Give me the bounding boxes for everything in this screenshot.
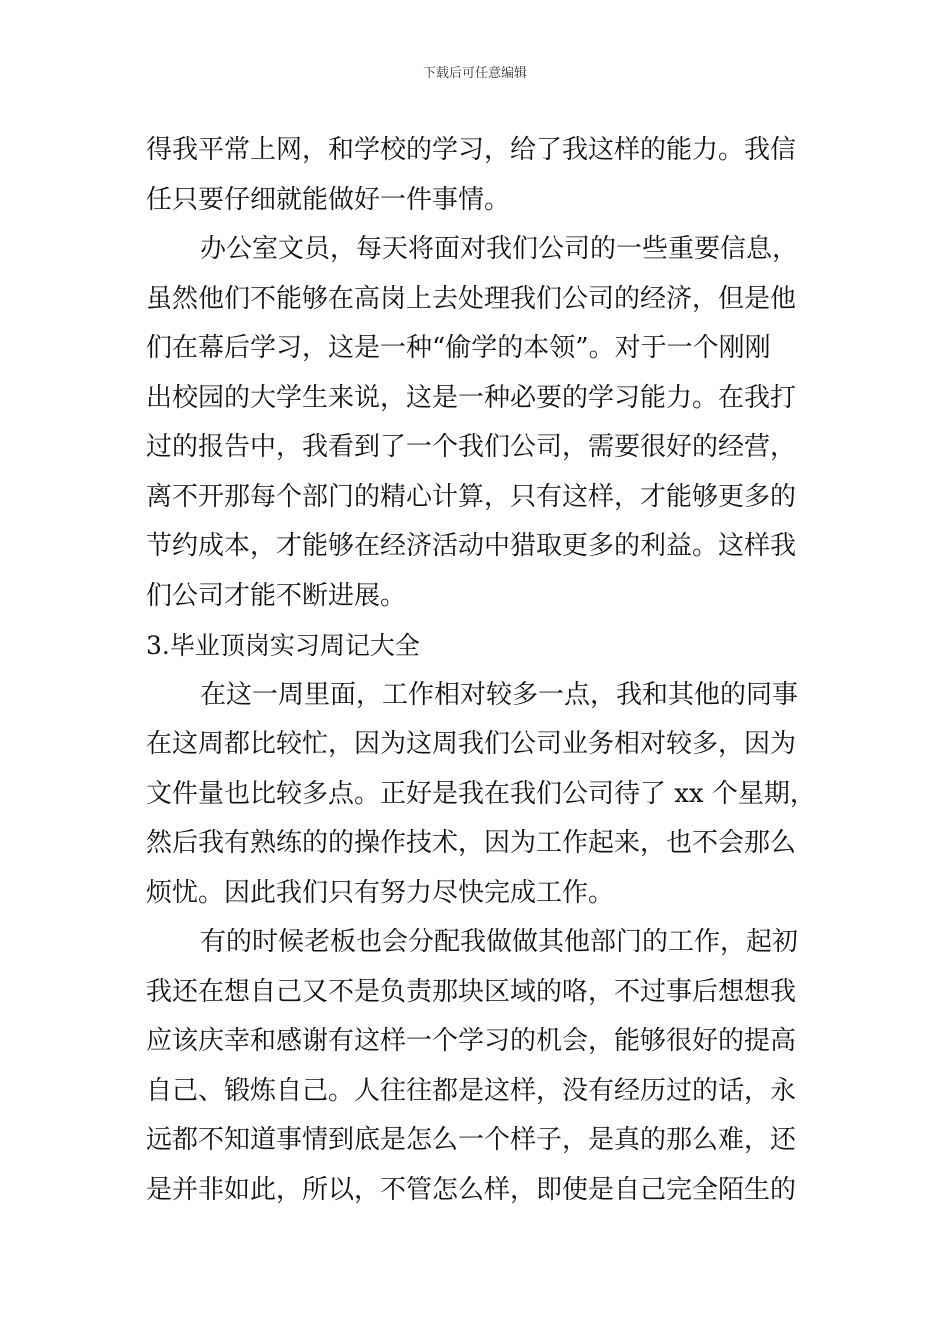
page-header: 下载后可任意编辑 [422, 66, 527, 81]
text-line: 节约成本，才能够在经济活动中猎取更多的利益。这样我 [146, 531, 797, 561]
text-line: 任只要仔细就能做好一件事情。 [146, 184, 511, 215]
text-line: 是并非如此，所以，不管怎么样，即使是自己完全陌生的 [146, 1174, 797, 1205]
text-line: 出校园的大学生来说，这是一种必要的学习能力。在我打 [146, 382, 797, 413]
text-line: 应该庆幸和感谢有这样一个学习的机会，能够很好的提高 [146, 1026, 797, 1056]
text-line: 过的报告中，我看到了一个我们公司，需要很好的经营， [146, 432, 797, 462]
text-line: 然后我有熟练的的操作技术，因为工作起来，也不会那么 [146, 828, 797, 858]
text-line: 有的时候老板也会分配我做做其他部门的工作，起初 [200, 927, 799, 957]
text-line: 远都不知道事情到底是怎么一个样子，是真的那么难，还 [146, 1125, 797, 1155]
text-line: 烦忧。因此我们只有努力尽快完成工作。 [146, 877, 615, 908]
text-line: 在这周都比较忙，因为这周我们公司业务相对较多，因为 [146, 729, 797, 759]
text-line: 们在幕后学习，这是一种“偷学的本领”。对于一个刚刚 [146, 333, 771, 363]
text-line: 在这一周里面，工作相对较多一点，我和其他的同事 [200, 679, 799, 710]
text-line: 我还在想自己又不是负责那块区域的咯，不过事后想想我 [146, 976, 797, 1007]
text-line: 们公司才能不断进展。 [146, 580, 407, 611]
section-heading: 3.毕业顶岗实习周记大全 [146, 631, 420, 660]
text-line: 虽然他们不能够在高岗上去处理我们公司的经济，但是他 [146, 283, 797, 314]
text-line: 离不开那每个部门的精心计算，只有这样，才能够更多的 [146, 481, 797, 512]
text-line: 得我平常上网，和学校的学习，给了我这样的能力。我信 [146, 135, 797, 165]
text-line: 办公室文员，每天将面对我们公司的一些重要信息， [200, 234, 799, 264]
document-body [146, 126, 816, 1215]
text-line: 自己、锻炼自己。人往往都是这样，没有经历过的话，永 [146, 1075, 797, 1106]
text-line: 文件量也比较多点。正好是我在我们公司待了 xx 个星期， [146, 778, 816, 809]
